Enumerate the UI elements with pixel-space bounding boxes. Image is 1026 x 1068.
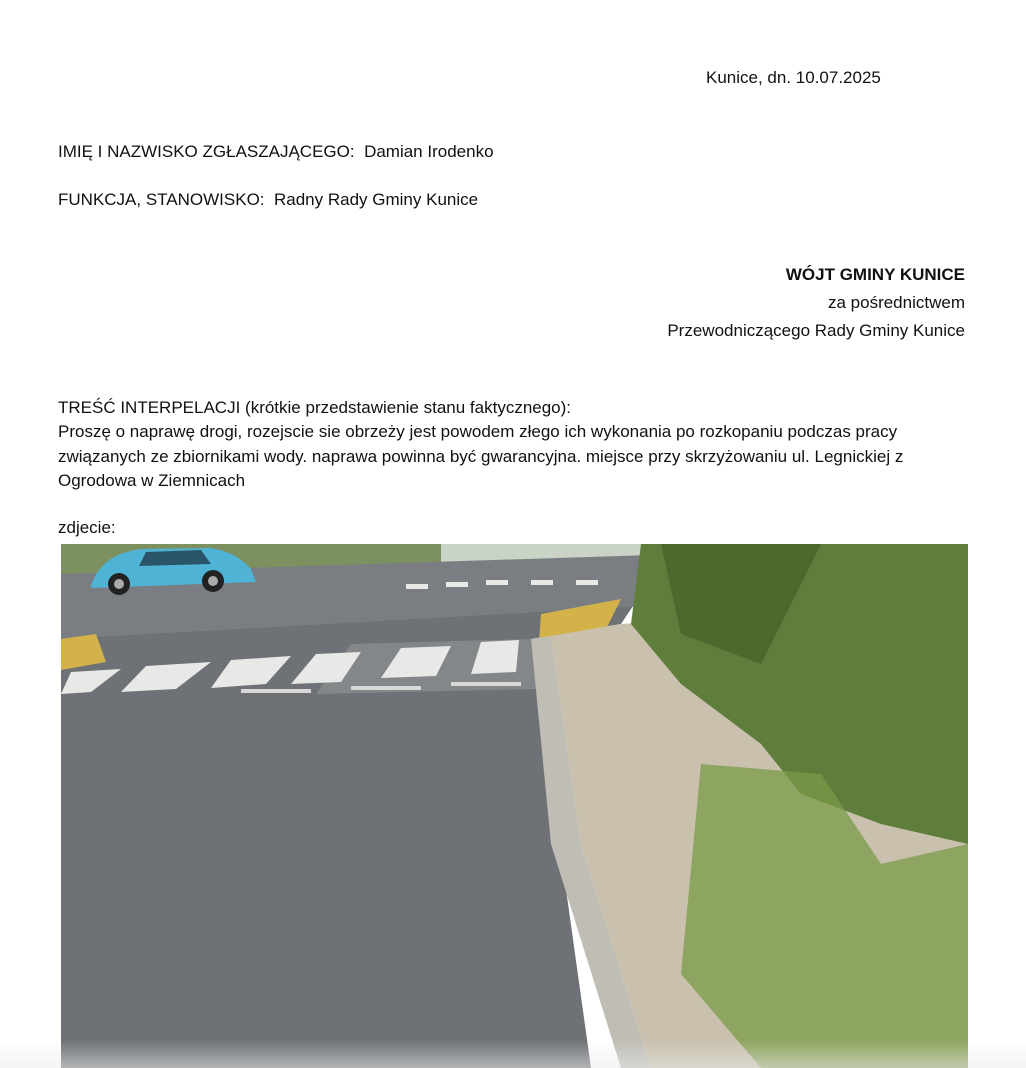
applicant-name-label: IMIĘ I NAZWISKO ZGŁASZAJĄCEGO: — [58, 142, 355, 161]
applicant-name-value: Damian Irodenko — [364, 142, 494, 161]
addressee-block — [667, 261, 965, 345]
content-body: Proszę o naprawę drogi, rozejscie sie obrzeży jest powodem złego ich wykonania po rozkopaniu podczas pracy związanych ze zbiornikami wody. naprawa powinna być gwarancyjna. miejsce przy skrzyżowaniu ul. Legnickiej z Ogrodowa w Ziemnicach — [58, 422, 904, 490]
applicant-position-row — [58, 188, 478, 212]
addressee-chair: Przewodniczącego Rady Gminy Kunice — [667, 321, 965, 340]
applicant-position-label: FUNKCJA, STANOWISKO: — [58, 190, 265, 209]
addressee-via: za pośrednictwem — [827, 293, 965, 312]
road-photo — [61, 544, 968, 1068]
applicant-name-row — [58, 140, 494, 164]
addressee-title: WÓJT GMINY KUNICE — [785, 265, 965, 284]
place-date: Kunice, dn. 10.07.2025 — [706, 68, 881, 87]
road-photo-illustration — [61, 544, 968, 1068]
content-heading: TREŚĆ INTERPELACJI (krótkie przedstawienie stanu faktycznego): — [58, 398, 572, 417]
applicant-position-value: Radny Rady Gminy Kunice — [274, 190, 479, 209]
photo-label: zdjecie: — [58, 518, 116, 537]
